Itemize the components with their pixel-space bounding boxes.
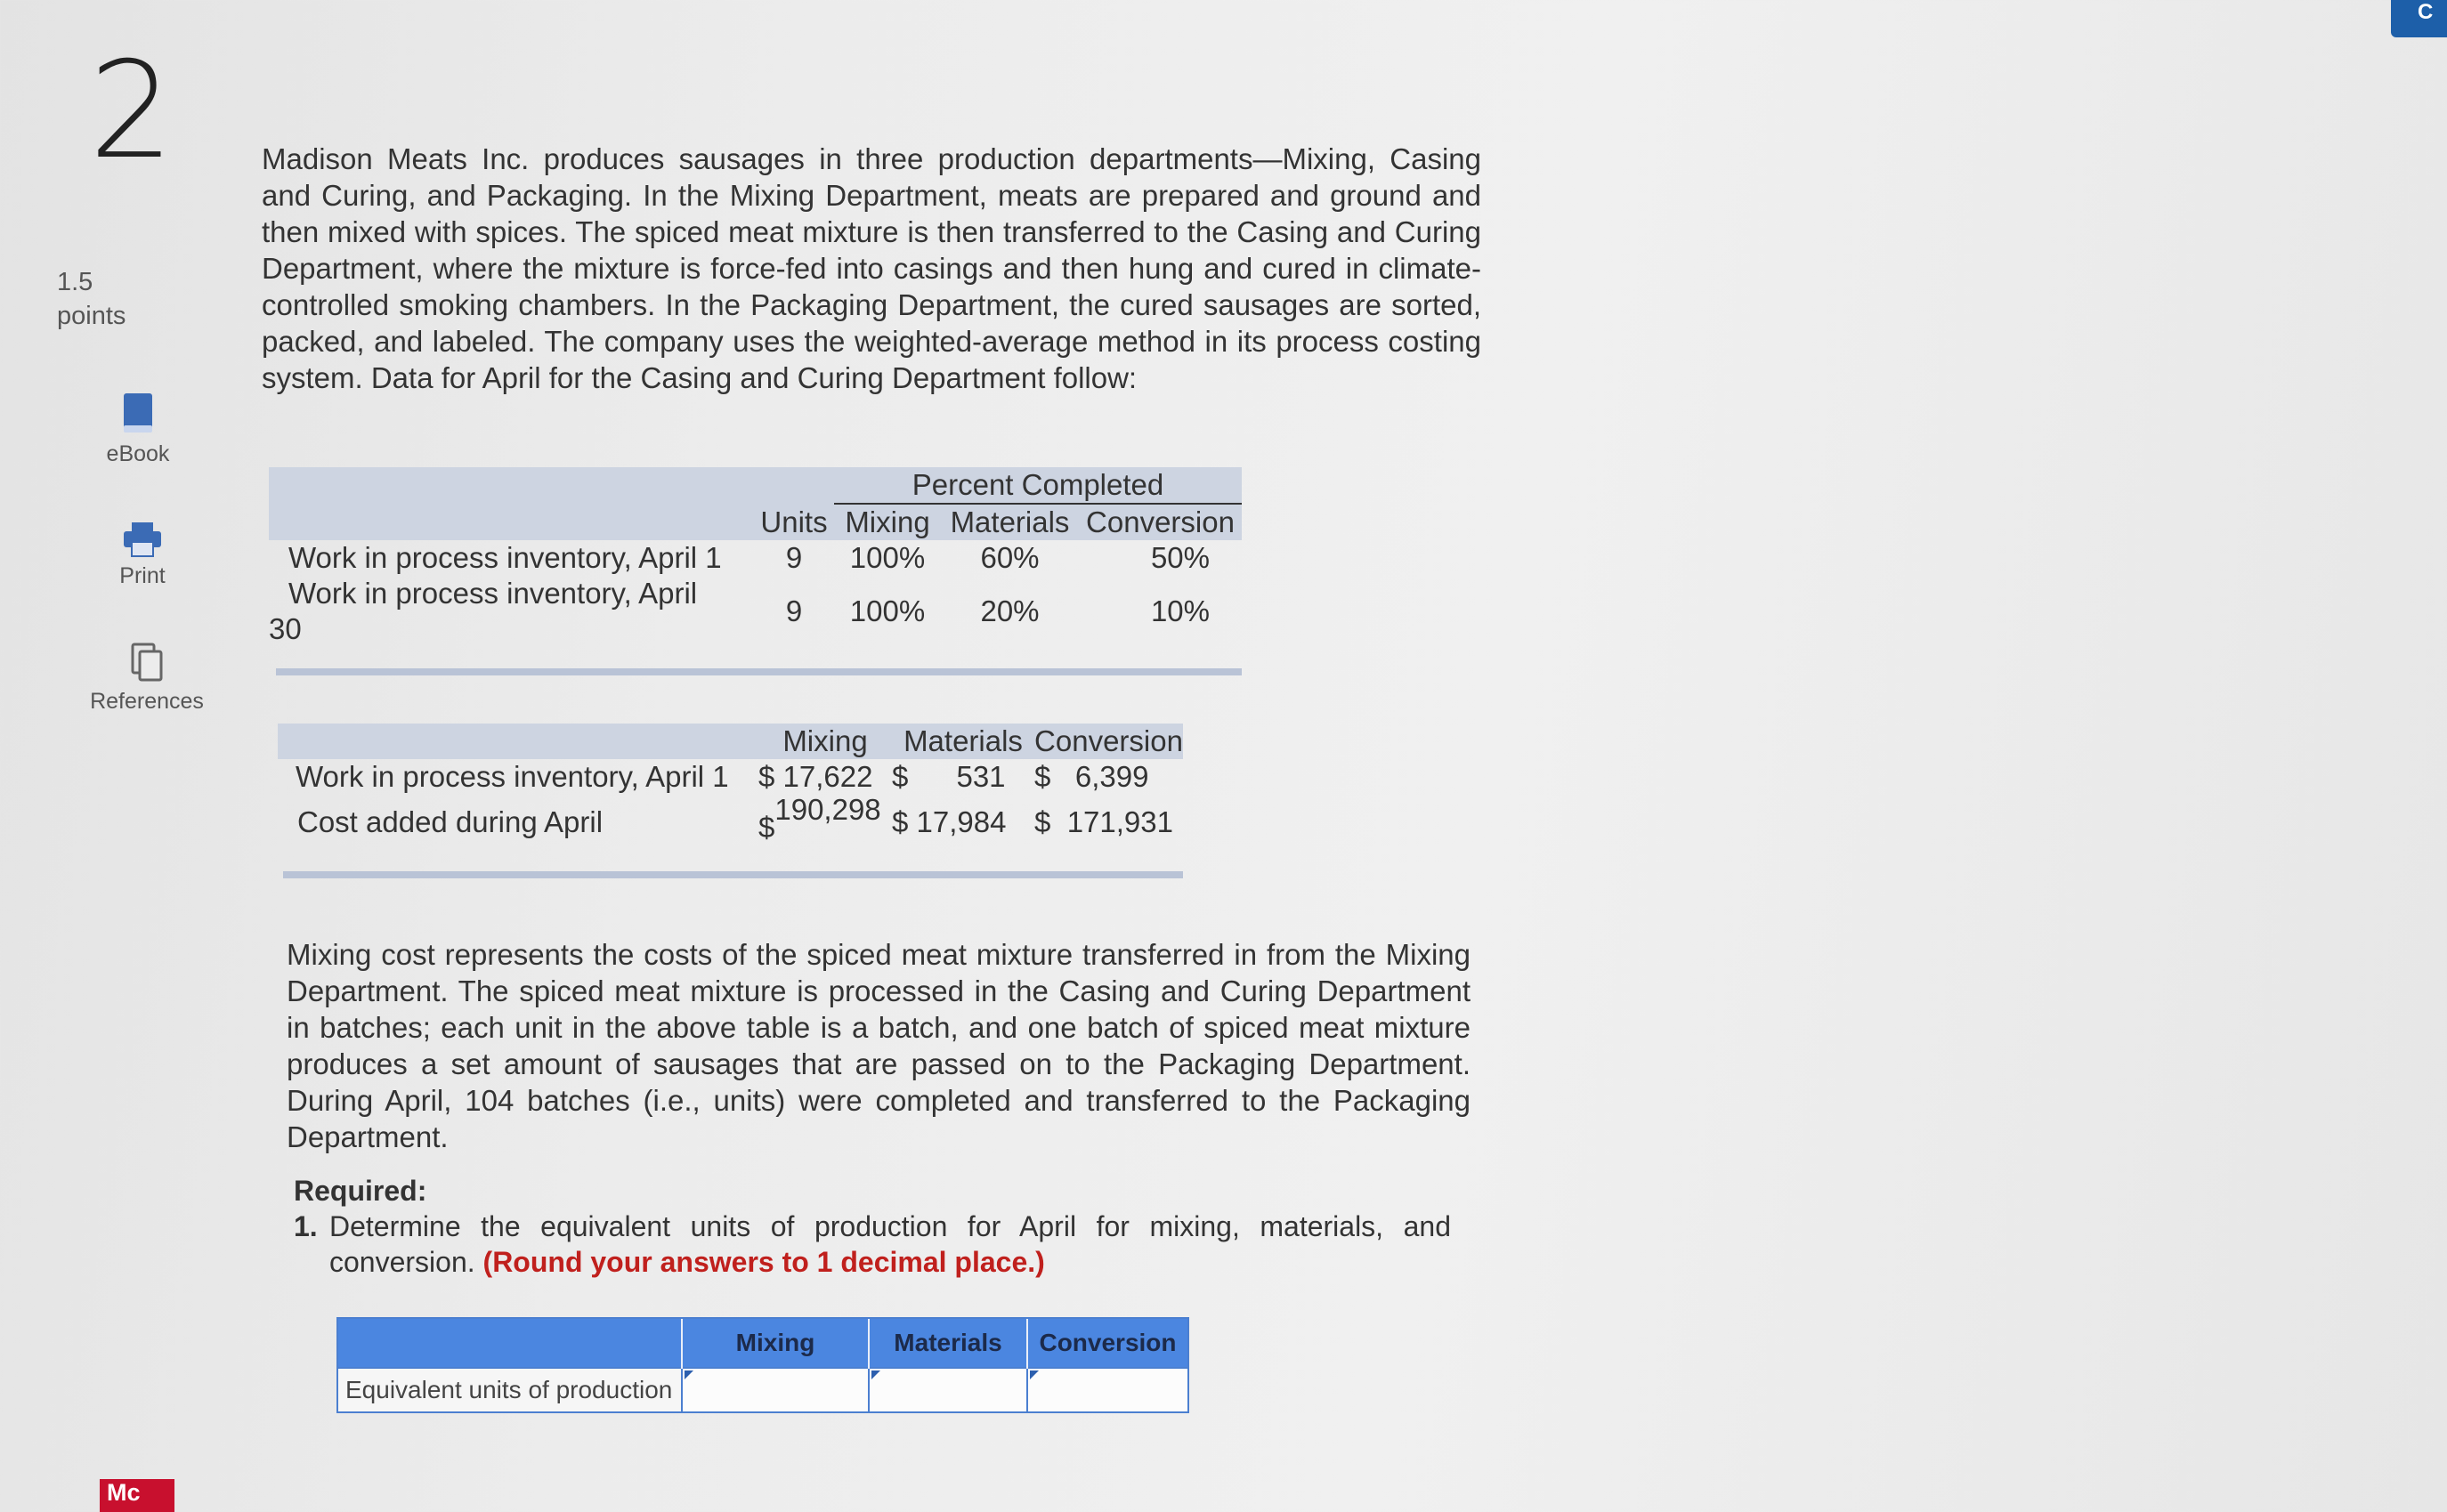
conversion-value: 50% — [1150, 541, 1210, 574]
printer-icon — [122, 521, 163, 558]
units-value: 9 — [785, 594, 803, 627]
references-icon — [129, 643, 165, 683]
units-table — [269, 467, 1242, 675]
book-icon — [120, 392, 156, 436]
materials-value: 20% — [980, 594, 1040, 627]
units-value: 9 — [785, 541, 803, 574]
mixing-header: Mixing — [682, 1319, 869, 1368]
ebook-button[interactable] — [62, 392, 214, 505]
materials-value: $ 17,984 — [892, 805, 1007, 838]
print-label: Print — [119, 563, 166, 588]
print-button[interactable] — [67, 521, 218, 635]
table-row — [278, 759, 1183, 795]
equivalent-units-label: Equivalent units of production — [338, 1368, 682, 1411]
table-divider — [276, 668, 1242, 675]
row-label: Work in process inventory, April 1 — [288, 541, 722, 574]
references-button[interactable] — [71, 643, 223, 756]
conversion-input[interactable] — [1027, 1368, 1187, 1411]
top-right-button[interactable]: C — [2391, 0, 2447, 37]
row-label: Work in process inventory, April 30 — [269, 577, 698, 645]
table-row — [269, 576, 1242, 647]
question-sidebar — [0, 0, 231, 1512]
rounding-instruction: (Round your answers to 1 decimal place.) — [482, 1246, 1045, 1278]
mixing-header: Mixing — [782, 724, 868, 757]
table-row — [278, 795, 1183, 850]
materials-header: Materials — [869, 1319, 1027, 1368]
table-row — [269, 540, 1242, 576]
required-section — [294, 1173, 1469, 1280]
row-label: Cost added during April — [297, 805, 604, 838]
points-info — [57, 265, 126, 333]
required-text: Determine the equivalent units of production for April for mixing, materials, and conversion. — [329, 1210, 1451, 1278]
percent-completed-header: Percent Completed — [834, 467, 1242, 504]
materials-value: 60% — [980, 541, 1040, 574]
conversion-header: Conversion — [1086, 505, 1235, 538]
answer-table — [336, 1317, 1189, 1413]
materials-header: Materials — [950, 505, 1070, 538]
units-header: Units — [760, 505, 828, 538]
materials-input[interactable] — [869, 1368, 1027, 1411]
cost-table — [278, 724, 1183, 878]
conversion-value: 10% — [1150, 594, 1210, 627]
row-label: Work in process inventory, April 1 — [296, 760, 729, 793]
required-item: 1. Determine the equivalent units of production for April for mixing, materials, and conversion. (Round your answers to 1 decimal place.) — [294, 1210, 1451, 1278]
question-number: 2 — [89, 34, 174, 189]
points-label: points — [57, 302, 126, 330]
mixing-value: $ 17,622 — [758, 760, 873, 793]
required-title: Required: — [294, 1175, 427, 1207]
points-value: 1.5 — [57, 268, 93, 296]
table-divider — [283, 871, 1183, 878]
conversion-value: $ 6,399 — [1034, 760, 1149, 793]
mixing-value: 100% — [849, 594, 926, 627]
ebook-label: eBook — [106, 441, 170, 466]
conversion-value: $ 171,931 — [1034, 805, 1173, 838]
conversion-header: Conversion — [1027, 1319, 1187, 1368]
conversion-header: Conversion — [1034, 724, 1183, 757]
mixing-header: Mixing — [845, 505, 930, 538]
mixing-note: Mixing cost represents the costs of the spiced meat mixture transferred in from the Mixing Department. The spiced meat mixture is processed in the Casing and Curing Department in batches; each unit in the above table is a batch, and one batch of spiced meat mixture produces a set amount of sausages that are passed on to the Packaging Department. During April, 104 batches (i.e., units) were completed and transferred to the Packaging Department. — [287, 938, 1471, 1153]
table-row — [338, 1368, 1187, 1411]
mixing-input[interactable] — [682, 1368, 869, 1411]
problem-intro: Madison Meats Inc. produces sausages in three production departments—Mixing, Casing and Curing, and Packaging. In the Mixing Department, meats are prepared and ground and then mixed with spices. The spiced meat mixture is then transferred to the Casing and Curing Department, where the mixture is force-fed into casings and then hung and cured in climate-controlled smoking chambers. In the Packaging Department, the cured sausages are sorted, packed, and labeled. The company uses the weighted-average method in its process costing system. Data for April for the Casing and Curing Department follow: — [262, 142, 1481, 394]
materials-header: Materials — [903, 724, 1023, 757]
mixing-value: $190,298 — [758, 793, 881, 844]
publisher-logo: Mc — [100, 1479, 174, 1512]
mixing-value: 100% — [849, 541, 926, 574]
references-label: References — [90, 689, 204, 714]
materials-value: $ 531 — [892, 760, 1006, 793]
